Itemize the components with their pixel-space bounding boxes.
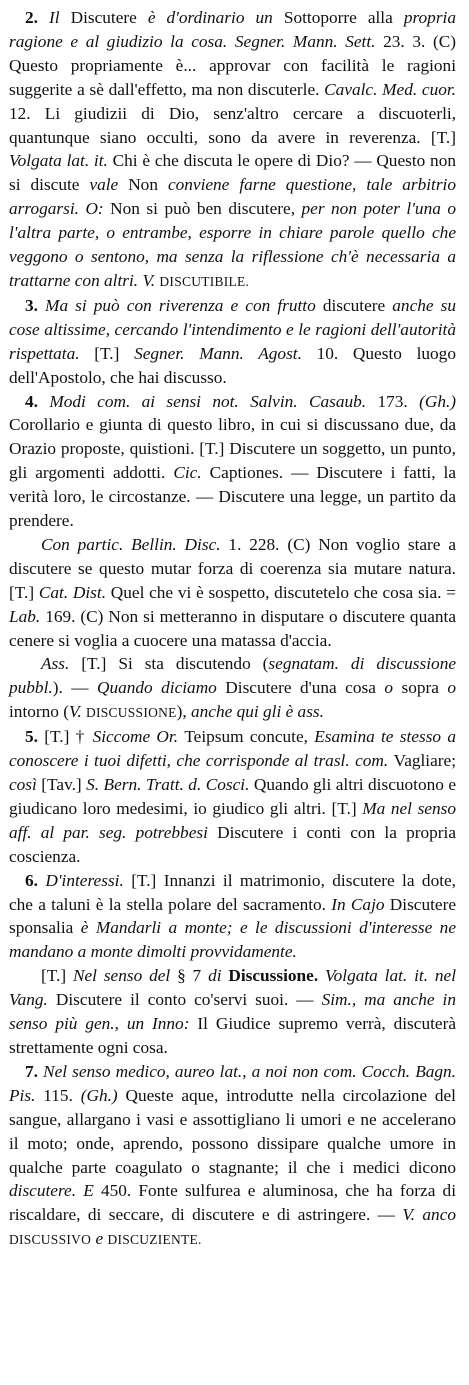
text-segment: propria ragione e al giudizio la cosa. Segner. Mann. Sett. — [9, 8, 456, 51]
text-segment: DISCUZIENTE. — [107, 1232, 202, 1248]
text-segment: Vagliare; — [393, 751, 456, 771]
text-segment: Discussione. — [228, 966, 326, 986]
text-segment: § 7 — [177, 966, 209, 986]
text-segment: [T.] — [94, 343, 135, 363]
text-segment: vale — [89, 175, 129, 195]
text-segment: Quando gli altri discuotono e giudicano loro medesimi, io giudico gli altri. [T.] — [9, 775, 456, 818]
sub-paragraph — [9, 964, 456, 1060]
text-segment: Cat. Dist. — [38, 582, 111, 602]
text-segment: Nel senso medico, aureo lat., a noi non com. Cocch. Bagn. Pis. — [9, 1061, 456, 1105]
text-segment: Ma nel senso aff. al par. seg. potrebbesi — [9, 798, 456, 842]
text-segment: Discutere i conti con la propria coscienza. — [9, 822, 456, 866]
text-segment: Corollario e giunta di questo libro, in cui si discussano due, da Orazio proposte, quistioni. [T.] Discutere un soggetto, un punto, gli argomenti addotti. — [9, 415, 456, 483]
text-segment: Non — [128, 175, 168, 195]
text-segment: D'interessi. — [45, 870, 132, 890]
text-segment: Discutere d'una cosa — [225, 678, 385, 698]
sense-number: 3. — [25, 295, 46, 315]
text-segment: intorno ( — [9, 702, 69, 722]
text-segment: Siccome Or. — [92, 727, 185, 747]
sense-paragraph — [9, 869, 456, 965]
sense-number: 6. — [25, 870, 46, 890]
text-segment: Lab. — [9, 606, 46, 626]
text-segment: anche qui gli è ass. — [191, 702, 324, 722]
text-segment: 10. Questo luogo dell'Apostolo, che hai discusso. — [9, 343, 456, 387]
text-segment: Chi è che discuta le opere di Dio? — Questo non si discute — [9, 151, 456, 195]
text-segment: di — [208, 966, 229, 986]
text-segment: Esamina te stesso a conoscere i tuoi difetti, che corrisponde al trasl. com. — [9, 727, 456, 771]
sense-paragraph — [9, 294, 456, 390]
text-segment: segnatam. di discussione pubbl. — [9, 654, 456, 698]
text-segment: Non si può ben discutere, — [110, 199, 302, 219]
sense-number: 2. — [25, 8, 49, 27]
text-segment: 450. Fonte sulfurea e aluminosa, che ha forza di riscaldare, di seccare, di discutere e di astringere. — — [9, 1181, 456, 1225]
text-segment: discutere — [322, 295, 393, 315]
text-segment: Quando diciamo — [96, 678, 226, 698]
text-segment: In Cajo — [331, 894, 390, 914]
text-segment: 173. — [377, 391, 420, 411]
text-segment: [T.] † — [44, 727, 93, 747]
text-segment: Il Giudice supremo verrà, discuterà strettamente ogni cosa. — [9, 1014, 456, 1057]
text-segment: Volgata lat. it. nel Vang. — [9, 966, 456, 1010]
text-segment: Il — [49, 8, 71, 27]
text-segment: Quel che vi è sospetto, discutetelo che cosa sia. = — [110, 582, 456, 602]
text-segment: Discutere — [70, 8, 148, 27]
text-segment: Discutere il conto co'servi suoi. — — [55, 990, 322, 1010]
sense-paragraph — [9, 725, 456, 868]
text-segment: Captiones. — Discutere i fatti, la verità loro, le circostanze. — Discutere una legge, un partito da prendere. — [9, 463, 456, 531]
sub-paragraph — [9, 652, 456, 725]
text-segment: V. anco — [402, 1205, 457, 1225]
text-segment: 23. 3. (C) Questo propriamente è... approvar con facilità le ragioni suggerite a sè dall'effetto, ma non discuterle. — [9, 31, 456, 99]
text-segment: Cic. — [173, 463, 210, 483]
text-segment: ). — — [52, 678, 97, 698]
text-segment: anche su cose altissime, cercando l'intendimento e le ragioni dell'autorità rispettata. — [9, 295, 456, 363]
text-segment: Sim., ma anche in senso più gen., un Inno: — [9, 990, 456, 1034]
text-segment: (Gh.) — [80, 1085, 126, 1105]
text-segment: 169. (C) Non si metteranno in disputare o discutere quanta cenere si voglia a cuocere una matassa d'accia. — [9, 606, 456, 650]
text-segment: Queste aque, introdutte nella circolazione del sangue, allargano i vasi e assottigliano li umori e ne accelerano il moto; onde, aprendo, possono dissipare qualche umore in qualche parte coagulato o stagnante; il che i medici dicono — [9, 1085, 456, 1177]
sense-paragraph — [9, 390, 456, 533]
text-segment: [T.] Si sta discutendo ( — [81, 654, 269, 674]
text-segment: è Mandarli a monte; e le discussioni d'interesse ne mandano a monte dimolti provvidamente. — [9, 918, 456, 962]
sense-paragraph — [9, 1060, 456, 1252]
text-segment: DISCUTIBILE. — [159, 273, 250, 289]
text-segment: V. — [69, 702, 86, 722]
text-segment: conviene farne questione, tale arbitrio arrogarsi. O: — [9, 175, 456, 219]
text-segment: Segner. Mann. Agost. — [134, 343, 317, 363]
text-segment: per non poter l'una o l'altra parte, o entrambe, esporre in chiare parole quello che veggono o sentono, ma senza la riflessione ch'è necessaria a trattarne con altri. V. — [9, 199, 456, 290]
text-segment: Con partic. Bellin. Disc. — [41, 534, 229, 554]
sub-paragraph — [9, 533, 456, 653]
text-segment: ), — [176, 702, 192, 722]
text-segment: [Tav.] — [41, 775, 87, 794]
text-segment: e — [91, 1229, 108, 1249]
sense-number: 4. — [25, 391, 50, 411]
text-segment: Volgata lat. it. — [9, 151, 113, 171]
text-segment: Teipsum concute, — [184, 727, 315, 747]
text-segment: 12. Li giudizii di Dio, senz'altro cercare a discuoterli, quantunque siano occulti, sono da avere in reverenza. [T.] — [9, 103, 456, 147]
text-segment: così — [9, 775, 42, 794]
text-segment: Ass. — [41, 654, 82, 674]
text-segment: Sottoporre alla — [283, 8, 404, 27]
text-segment: [T.] — [41, 966, 73, 986]
text-segment: DISCUSSIVO — [9, 1232, 92, 1248]
text-segment: o — [384, 678, 402, 698]
text-segment: [T.] Innanzi il matrimonio, discutere la dote, che a taluni è la stella polare del sacramento. — [9, 870, 457, 914]
text-segment: è d'ordinario un — [147, 8, 284, 27]
text-segment: S. Bern. Tratt. d. Cosci. — [86, 775, 254, 794]
text-segment: o — [447, 678, 457, 698]
text-segment: 115. — [43, 1085, 81, 1105]
text-segment: (Gh.) — [419, 391, 457, 411]
text-segment: DISCUSSIONE — [85, 705, 177, 721]
text-segment: Ma si può con riverenza e con frutto — [45, 295, 323, 315]
text-segment: 1. 228. (C) Non voglio stare a discutere se questo mutar forza di coerenza sia mutare natura. [T.] — [9, 534, 456, 602]
text-segment: Nel senso del — [72, 966, 178, 986]
text-segment: Discutere sponsalia — [9, 894, 456, 938]
sense-paragraph — [9, 6, 456, 294]
text-segment: Modi com. ai sensi not. Salvin. Casaub. — [49, 391, 378, 411]
sense-number: 5. — [25, 727, 45, 747]
text-segment: Cavalc. Med. cuor. — [324, 79, 456, 99]
text-segment: sopra — [401, 678, 448, 698]
text-segment: discutere. E — [9, 1181, 101, 1201]
sense-number: 7. — [25, 1061, 44, 1081]
